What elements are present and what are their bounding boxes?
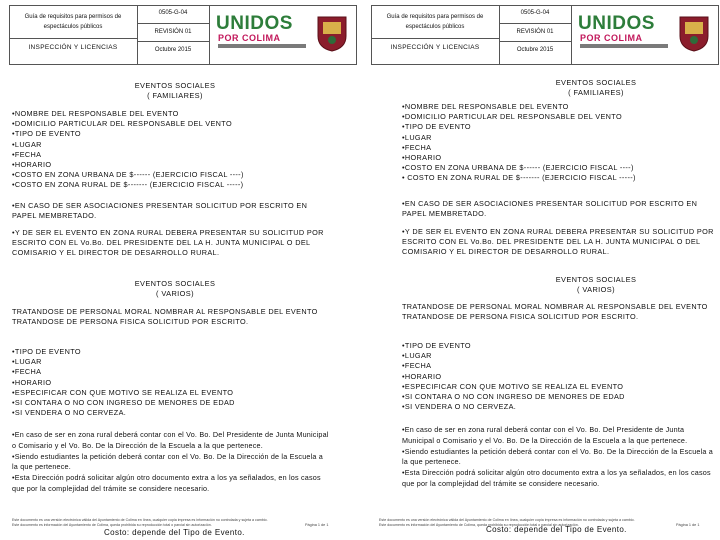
footer-line-2: Este documento es información del Ayuntamiento de Colima, queda prohibida su reproducción total o parcial sin autorización. bbox=[379, 523, 579, 527]
page-number: Página 1 de 1 bbox=[676, 523, 700, 527]
extra-doc-note: •Esta Dirección podrá solicitar algún otro documento extra a los ya señalados, en los casos que por la complejidad del trámite se considere necesario. bbox=[12, 473, 321, 493]
header-guide-cell bbox=[372, 6, 500, 64]
document-date: Octubre 2015 bbox=[154, 47, 192, 53]
guide-title: Guía de requisitos para permisos de espectáculos públicos bbox=[24, 14, 122, 30]
footer-line-1: Este documento es una versión electrónica válida del Ayuntamiento de Colima en línea, cualquier copia impresa es información no controlada y sujeta a cambio. bbox=[12, 518, 268, 522]
rural-note bbox=[12, 228, 327, 259]
list-item: •HORARIO bbox=[12, 377, 52, 387]
list-item: •HORARIO bbox=[402, 153, 442, 163]
associations-note-text: •EN CASO DE SER ASOCIACIONES PRESENTAR SOLICITUD POR ESCRITO EN PAPEL MEMBRETADO. bbox=[402, 199, 698, 219]
rural-note bbox=[402, 227, 717, 258]
subtitle-various-text: ( VARIOS) bbox=[156, 289, 194, 298]
moral-note-text: TRATANDOSE DE PERSONAL MORAL NOMBRAR AL RESPONSABLE DEL EVENTO TRATANDOSE DE PERSONA FISICA SOLICITUD POR ESCRITO. bbox=[402, 302, 708, 322]
list-item: •DOMICILIO PARTICULAR DEL RESPONSABLE DEL VENTO bbox=[12, 119, 232, 129]
list-item: •COSTO EN ZONA URBANA DE $------ (EJERCICIO FISCAL ----) bbox=[402, 163, 634, 173]
requirements-various-list bbox=[12, 347, 352, 418]
rural-school-note: •En caso de ser en zona rural deberá contar con el Vo. Bo. Del Presidente de Junta Municipal o Comisario y el Vo. Bo. De la Dirección de la Escuela a la que pertenece. bbox=[402, 425, 688, 445]
footer-line-1: Este documento es una versión electrónica válida del Ayuntamiento de Colima en línea, cualquier copia impresa es información no controlada y sujeta a cambio. bbox=[379, 518, 635, 522]
list-item: •LUGAR bbox=[12, 357, 42, 367]
list-item: •ESPECIFICAR CON QUE MOTIVO SE REALIZA EL EVENTO bbox=[402, 381, 624, 391]
list-item: •FECHA bbox=[402, 142, 432, 152]
list-item: •DOMICILIO PARTICULAR DEL RESPONSABLE DEL VENTO bbox=[402, 112, 622, 122]
list-item: •TIPO DE EVENTO bbox=[402, 122, 471, 132]
logo-main-text: UNIDOS bbox=[578, 13, 655, 34]
header-meta-cell bbox=[499, 6, 572, 64]
list-item: •FECHA bbox=[12, 367, 42, 377]
list-item: •TIPO DE EVENTO bbox=[12, 347, 81, 356]
cost-by-type: Costo: depende del Tipo de Evento. bbox=[104, 528, 245, 537]
document-page-left bbox=[9, 0, 359, 540]
document-revision: REVISIÓN 01 bbox=[154, 29, 192, 35]
subtitle-various-text: ( VARIOS) bbox=[577, 285, 615, 294]
seal-icon bbox=[315, 14, 349, 52]
document-date: Octubre 2015 bbox=[516, 47, 554, 53]
associations-note bbox=[12, 201, 312, 221]
list-item: •NOMBRE DEL RESPONSABLE DEL EVENTO bbox=[402, 102, 569, 111]
associations-note-text: •EN CASO DE SER ASOCIACIONES PRESENTAR SOLICITUD POR ESCRITO EN PAPEL MEMBRETADO. bbox=[12, 201, 308, 221]
document-revision: REVISIÓN 01 bbox=[516, 29, 554, 35]
list-item: •TIPO DE EVENTO bbox=[12, 129, 81, 139]
list-item: •COSTO EN ZONA URBANA DE $------ (EJERCICIO FISCAL ----) bbox=[12, 170, 244, 180]
document-code: 0505-G-04 bbox=[158, 10, 188, 16]
list-item: •LUGAR bbox=[402, 351, 432, 361]
subtitle-social-text: ( FAMILIARES) bbox=[147, 91, 203, 100]
footer-line-2: Este documento es información del Ayuntamiento de Colima, queda prohibida su reproducción total o parcial sin autorización. bbox=[12, 523, 212, 527]
moral-note-text: TRATANDOSE DE PERSONAL MORAL NOMBRAR AL RESPONSABLE DEL EVENTO TRATANDOSE DE PERSONA FISICA SOLICITUD POR ESCRITO. bbox=[12, 307, 318, 327]
document-page-right bbox=[371, 0, 720, 540]
list-item: •LUGAR bbox=[12, 139, 42, 149]
list-item: •NOMBRE DEL RESPONSABLE DEL EVENTO bbox=[12, 109, 179, 118]
list-item: •FECHA bbox=[12, 149, 42, 159]
title-social-text: EVENTOS SOCIALES bbox=[555, 78, 637, 87]
list-item: •SI VENDERA O NO CERVEZA. bbox=[402, 402, 517, 412]
document-footer bbox=[12, 518, 352, 528]
guide-title: Guía de requisitos para permisos de espectáculos públicos bbox=[386, 14, 484, 30]
logo-main-text: UNIDOS bbox=[216, 13, 293, 34]
subtitle-social-text: ( FAMILIARES) bbox=[568, 88, 624, 97]
title-social-events bbox=[471, 78, 720, 98]
requirements-social-list bbox=[12, 109, 352, 191]
document-code: 0505-G-04 bbox=[520, 10, 550, 16]
moral-person-note bbox=[402, 302, 720, 322]
page-number: Página 1 de 1 bbox=[305, 523, 329, 527]
list-item: •LUGAR bbox=[402, 132, 432, 142]
header-guide-cell bbox=[10, 6, 138, 64]
list-item: •HORARIO bbox=[402, 371, 442, 381]
title-various-text: EVENTOS SOCIALES bbox=[134, 279, 216, 288]
requirements-various-list bbox=[402, 341, 720, 412]
list-item: •ESPECIFICAR CON QUE MOTIVO SE REALIZA EL EVENTO bbox=[12, 387, 234, 397]
list-item: •HORARIO bbox=[12, 160, 52, 170]
department-name: INSPECCIÓN Y LICENCIAS bbox=[390, 44, 480, 51]
department-name: INSPECCIÓN Y LICENCIAS bbox=[28, 44, 118, 51]
title-various-events bbox=[471, 275, 720, 295]
title-various-events bbox=[50, 279, 300, 299]
logo-sub-text: POR COLIMA bbox=[580, 33, 643, 43]
notes-section bbox=[402, 425, 716, 490]
list-item: •SI VENDERA O NO CERVEZA. bbox=[12, 408, 127, 418]
document-header bbox=[9, 5, 357, 65]
associations-note bbox=[402, 199, 702, 219]
title-various-text: EVENTOS SOCIALES bbox=[555, 275, 637, 284]
cost-by-type: Costo: depende del Tipo de Evento. bbox=[486, 525, 627, 534]
seal-icon bbox=[677, 14, 711, 52]
header-meta-cell bbox=[137, 6, 210, 64]
list-item: •COSTO EN ZONA RURAL DE $------- (EJERCICIO FISCAL -----) bbox=[12, 180, 244, 190]
students-note: •Siendo estudiantes la petición deberá contar con el Vo. Bo. De la Dirección de la Escuela a la que pertenece. bbox=[402, 446, 713, 467]
title-social-events bbox=[50, 81, 300, 101]
rural-note-text: •Y DE SER EL EVENTO EN ZONA RURAL DEBERA PRESENTAR SU SOLICITUD POR ESCRITO CON EL Vo.Bo. DEL PRESIDENTE DEL LA H. JUNTA MUNICIPAL O DEL COMISARIO Y EL DIRECTOR DE DESARROLLO RURAL. bbox=[402, 227, 714, 257]
requirements-social-list bbox=[402, 102, 720, 184]
rural-note-text: •Y DE SER EL EVENTO EN ZONA RURAL DEBERA PRESENTAR SU SOLICITUD POR ESCRITO CON EL Vo.Bo. DEL PRESIDENTE DEL LA H. JUNTA MUNICIPAL O DEL COMISARIO Y EL DIRECTOR DE DESARROLLO RURAL. bbox=[12, 228, 324, 258]
list-item: • COSTO EN ZONA RURAL DE $------- (EJERCICIO FISCAL -----) bbox=[402, 173, 636, 183]
document-header bbox=[371, 5, 719, 65]
title-social-text: EVENTOS SOCIALES bbox=[134, 81, 216, 90]
rural-school-note: •En caso de ser en zona rural deberá contar con el Vo. Bo. Del Presidente de Junta Municipal o Comisario y el Vo. Bo. De la Dirección de la Escuela a la que pertenece. bbox=[12, 430, 329, 450]
list-item: •SI CONTARA O NO CON INGRESO DE MENORES DE EDAD bbox=[402, 392, 625, 402]
logo-sub-text: POR COLIMA bbox=[218, 33, 281, 43]
logo-tagline-bar bbox=[218, 44, 306, 48]
list-item: •FECHA bbox=[402, 361, 432, 371]
list-item: •TIPO DE EVENTO bbox=[402, 341, 471, 350]
notes-section bbox=[12, 430, 330, 495]
logo-tagline-bar bbox=[580, 44, 668, 48]
extra-doc-note: •Esta Dirección podrá solicitar algún otro documento extra a los ya señalados, en los casos que por la complejidad del trámite se considere necesario. bbox=[402, 468, 711, 488]
list-item: •SI CONTARA O NO CON INGRESO DE MENORES DE EDAD bbox=[12, 398, 235, 408]
header-logo-cell bbox=[210, 6, 357, 64]
moral-person-note bbox=[12, 307, 332, 327]
header-logo-cell bbox=[572, 6, 719, 64]
students-note: •Siendo estudiantes la petición deberá contar con el Vo. Bo. De la Dirección de la Escuela a la que pertenece. bbox=[12, 451, 323, 472]
